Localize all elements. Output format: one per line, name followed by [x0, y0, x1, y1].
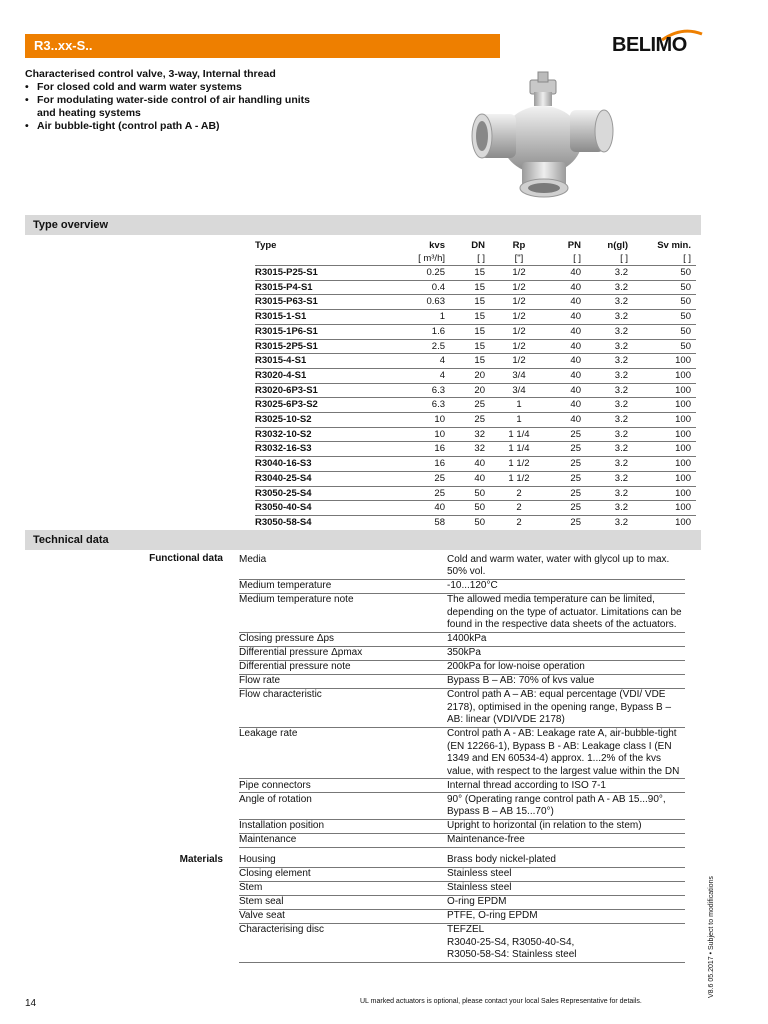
tech-category	[25, 675, 239, 689]
table-cell: 4	[375, 354, 445, 369]
table-cell: 0.25	[375, 266, 445, 281]
table-cell: 25	[445, 398, 485, 413]
table-row	[255, 354, 696, 369]
table-cell: R3032-10-S2	[255, 427, 375, 442]
tech-row	[25, 924, 701, 963]
table-cell: 2	[485, 486, 539, 501]
table-cell: 40	[445, 457, 485, 472]
table-cell: 1 1/4	[485, 442, 539, 457]
tech-value: Internal thread according to ISO 7-1	[447, 779, 606, 791]
table-cell: R3015-1P6-S1	[255, 324, 375, 339]
tech-row	[25, 793, 701, 820]
tech-row	[25, 633, 701, 647]
tech-category	[25, 647, 239, 661]
tech-label: Valve seat	[239, 910, 285, 921]
table-cell: 16	[375, 442, 445, 457]
table-cell: 2	[485, 515, 539, 530]
table-cell: R3032-16-S3	[255, 442, 375, 457]
tech-value: 200kPa for low-noise operation	[447, 661, 585, 672]
table-cell: 25	[539, 486, 581, 501]
table-row	[255, 471, 696, 486]
tech-row	[25, 820, 701, 834]
table-cell: R3015-P63-S1	[255, 295, 375, 310]
table-cell: 10	[375, 413, 445, 428]
table-cell: 15	[445, 266, 485, 281]
header-title-bar	[25, 34, 500, 58]
table-cell: 50	[445, 515, 485, 530]
tech-label: Media	[239, 553, 267, 565]
version-note: V8.6 05.2017 • Subject to modifications	[708, 876, 715, 998]
table-cell: 3.2	[581, 266, 628, 281]
table-cell: 40	[539, 383, 581, 398]
table-cell: 3.2	[581, 295, 628, 310]
tech-cell	[239, 834, 685, 848]
tech-cell	[239, 910, 685, 924]
table-cell: 1 1/4	[485, 427, 539, 442]
table-cell: 1/2	[485, 295, 539, 310]
table-cell: 25	[375, 486, 445, 501]
tech-value: Control path A - AB: Leakage rate A, air-bubble-tight (EN 12266-1), Bypass B - AB: Leakage class I (EN 1349 and EN 60534-4) approx. 1...2% of the kvs value, with respect to the largest value within the DN	[447, 728, 680, 777]
table-row	[255, 442, 696, 457]
tech-row	[25, 896, 701, 910]
table-cell: 50	[628, 295, 696, 310]
tech-cell	[239, 820, 685, 834]
feature-item: • Air bubble-tight (control path A - AB)	[25, 120, 325, 133]
table-cell: 25	[539, 501, 581, 516]
table-cell: 6.3	[375, 398, 445, 413]
table-cell: 3/4	[485, 368, 539, 383]
table-cell: 25	[539, 427, 581, 442]
table-row	[255, 266, 696, 281]
table-row	[255, 427, 696, 442]
table-cell: 40	[539, 324, 581, 339]
tech-row	[25, 910, 701, 924]
table-cell: 40	[375, 501, 445, 516]
tech-cell	[239, 594, 685, 633]
unit-cell: [ ]	[573, 253, 581, 264]
table-cell: 3.2	[581, 427, 628, 442]
table-cell: 50	[628, 280, 696, 295]
table-cell: 50	[628, 266, 696, 281]
tech-row	[25, 854, 701, 868]
tech-label: Differential pressure note	[239, 661, 351, 672]
table-cell: R3050-40-S4	[255, 501, 375, 516]
table-cell: 40	[539, 310, 581, 325]
table-cell: 3.2	[581, 383, 628, 398]
table-cell: 40	[539, 413, 581, 428]
table-cell: 1 1/2	[485, 457, 539, 472]
table-cell: 2.5	[375, 339, 445, 354]
column-header: n(gl)	[607, 240, 628, 251]
table-cell: 100	[628, 442, 696, 457]
tech-label: Pipe connectors	[239, 779, 311, 791]
tech-category	[25, 834, 239, 848]
table-cell: 50	[628, 339, 696, 354]
tech-value: Bypass B – AB: 70% of kvs value	[447, 675, 595, 686]
tech-category	[25, 633, 239, 647]
table-cell: 3/4	[485, 383, 539, 398]
table-cell: R3020-6P3-S1	[255, 383, 375, 398]
table-row	[255, 295, 696, 310]
table-cell: 16	[375, 457, 445, 472]
table-cell: 3.2	[581, 310, 628, 325]
footer-note: UL marked actuators is optional, please contact your local Sales Representative for details.	[360, 998, 642, 1005]
table-cell: 20	[445, 368, 485, 383]
table-cell: 3.2	[581, 486, 628, 501]
column-header: Type	[255, 240, 277, 251]
tech-cell	[239, 896, 685, 910]
table-cell: R3050-58-S4	[255, 515, 375, 530]
table-cell: 50	[445, 486, 485, 501]
tech-row	[25, 882, 701, 896]
table-cell: 40	[539, 354, 581, 369]
tech-cell	[239, 882, 685, 896]
technical-data-heading: Technical data	[25, 530, 701, 550]
tech-category	[25, 594, 239, 633]
table-cell: 100	[628, 471, 696, 486]
table-cell: 1/2	[485, 266, 539, 281]
table-cell: 50	[445, 501, 485, 516]
tech-label: Flow characteristic	[239, 689, 322, 700]
table-row	[255, 501, 696, 516]
tech-category	[25, 779, 239, 793]
table-row	[255, 368, 696, 383]
table-cell: 100	[628, 413, 696, 428]
tech-category	[25, 924, 239, 963]
table-cell: 3.2	[581, 354, 628, 369]
tech-row	[25, 728, 701, 780]
tech-label: Angle of rotation	[239, 793, 312, 805]
tech-cell	[239, 689, 685, 728]
unit-cell: [ ]	[477, 253, 485, 264]
table-cell: R3040-16-S3	[255, 457, 375, 472]
tech-value: Brass body nickel-plated	[447, 854, 556, 865]
table-cell: 100	[628, 457, 696, 472]
table-cell: 50	[628, 310, 696, 325]
tech-row	[25, 661, 701, 675]
table-cell: 40	[539, 339, 581, 354]
tech-category	[25, 868, 239, 882]
valve-product-image	[460, 70, 620, 200]
tech-cell	[239, 854, 685, 868]
table-cell: 15	[445, 324, 485, 339]
column-header: Rp	[512, 240, 526, 251]
tech-row	[25, 779, 701, 793]
table-cell: 40	[539, 398, 581, 413]
table-cell: 100	[628, 398, 696, 413]
tech-label: Medium temperature note	[239, 594, 354, 605]
tech-category: Materials	[179, 853, 223, 865]
tech-value: 350kPa	[447, 647, 481, 658]
tech-cell	[239, 728, 685, 780]
table-row	[255, 339, 696, 354]
tech-category	[25, 910, 239, 924]
tech-category: Functional data	[149, 553, 223, 564]
table-cell: R3015-2P5-S1	[255, 339, 375, 354]
table-cell: 100	[628, 486, 696, 501]
tech-label: Characterising disc	[239, 924, 325, 935]
tech-cell	[239, 868, 685, 882]
tech-cell	[239, 647, 685, 661]
tech-cell	[239, 633, 685, 647]
column-header: PN	[567, 240, 581, 251]
tech-row	[25, 868, 701, 882]
table-cell: 3.2	[581, 280, 628, 295]
tech-value: 1400kPa	[447, 633, 487, 644]
feature-item: • For closed cold and warm water systems	[25, 81, 325, 94]
table-row	[255, 310, 696, 325]
tech-value: The allowed media temperature can be limited, depending on the type of actuator. Limitations can be found in the respective data sheets of the actuators.	[447, 594, 682, 630]
table-cell: 1	[485, 413, 539, 428]
table-row	[255, 383, 696, 398]
table-cell: 100	[628, 515, 696, 530]
tech-category	[25, 689, 239, 728]
unit-cell: [ ]	[683, 253, 691, 264]
table-cell: R3015-P25-S1	[255, 266, 375, 281]
tech-cell	[239, 779, 685, 793]
table-cell: 3.2	[581, 339, 628, 354]
tech-label: Stem	[239, 882, 263, 893]
table-cell: 58	[375, 515, 445, 530]
table-cell: 0.63	[375, 295, 445, 310]
tech-value: TEFZEL R3040-25-S4, R3050-40-S4, R3050-58-S4: Stainless steel	[447, 924, 577, 960]
table-cell: 3.2	[581, 471, 628, 486]
table-cell: 3.2	[581, 368, 628, 383]
tech-row	[25, 834, 701, 848]
table-cell: 0.4	[375, 280, 445, 295]
feature-list	[25, 81, 325, 133]
table-row	[255, 486, 696, 501]
tech-value: -10...120°C	[447, 580, 498, 591]
tech-row	[25, 594, 701, 633]
table-cell: 20	[445, 383, 485, 398]
table-cell: R3025-10-S2	[255, 413, 375, 428]
table-cell: 25	[445, 413, 485, 428]
table-cell: 1.6	[375, 324, 445, 339]
tech-cell	[239, 580, 685, 594]
tech-label: Housing	[239, 854, 276, 865]
tech-value: O-ring EPDM	[447, 896, 507, 907]
table-cell: R3015-P4-S1	[255, 280, 375, 295]
tech-cell	[239, 661, 685, 675]
table-cell: R3020-4-S1	[255, 368, 375, 383]
product-heading: Characterised control valve, 3-way, Internal thread	[25, 68, 276, 80]
tech-label: Installation position	[239, 820, 325, 831]
tech-row	[25, 580, 701, 594]
tech-row	[25, 675, 701, 689]
tech-label: Closing element	[239, 868, 311, 879]
tech-category	[25, 882, 239, 896]
table-cell: 32	[445, 442, 485, 457]
tech-label: Flow rate	[239, 675, 281, 686]
tech-cell	[239, 924, 685, 963]
belimo-logo	[612, 28, 702, 62]
tech-value: Cold and warm water, water with glycol up to max. 50% vol.	[447, 553, 670, 577]
table-cell: 100	[628, 368, 696, 383]
table-cell: R3040-25-S4	[255, 471, 375, 486]
table-cell: 4	[375, 368, 445, 383]
table-cell: 100	[628, 427, 696, 442]
table-cell: 15	[445, 310, 485, 325]
tech-category	[25, 661, 239, 675]
table-cell: 3.2	[581, 515, 628, 530]
tech-category	[25, 820, 239, 834]
tech-value: Maintenance-free	[447, 834, 525, 845]
table-row	[255, 413, 696, 428]
product-intro	[25, 68, 325, 133]
table-cell: 1/2	[485, 310, 539, 325]
table-cell: 1/2	[485, 280, 539, 295]
table-cell: 3.2	[581, 442, 628, 457]
table-cell: 40	[539, 280, 581, 295]
unit-cell: ["]	[514, 253, 524, 264]
table-cell: 3.2	[581, 457, 628, 472]
table-cell: 25	[539, 442, 581, 457]
table-cell: 40	[539, 295, 581, 310]
table-cell: R3015-4-S1	[255, 354, 375, 369]
tech-value: Stainless steel	[447, 882, 512, 893]
tech-value: PTFE, O-ring EPDM	[447, 910, 538, 921]
table-cell: 1 1/2	[485, 471, 539, 486]
table-cell: 2	[485, 501, 539, 516]
feature-item: • For modulating water-side control of air handling units and heating systems	[25, 94, 325, 120]
page-number: 14	[25, 998, 37, 1009]
table-cell: 40	[445, 471, 485, 486]
table-cell: 25	[375, 471, 445, 486]
tech-label: Stem seal	[239, 896, 284, 907]
table-cell: 1/2	[485, 354, 539, 369]
tech-label: Maintenance	[239, 834, 297, 845]
table-cell: 32	[445, 427, 485, 442]
tech-label: Medium temperature	[239, 580, 332, 591]
table-row	[255, 280, 696, 295]
table-row	[255, 324, 696, 339]
table-cell: 25	[539, 515, 581, 530]
table-cell: 1/2	[485, 324, 539, 339]
tech-value: Stainless steel	[447, 868, 512, 879]
tech-value: Upright to horizontal (in relation to the stem)	[447, 820, 642, 831]
page-title: R3..xx-S..	[34, 38, 93, 53]
tech-category	[25, 580, 239, 594]
tech-row	[25, 647, 701, 661]
units-row	[255, 252, 696, 266]
tech-label: Differential pressure Δpmax	[239, 647, 363, 658]
tech-category	[25, 793, 239, 820]
table-cell: 3.2	[581, 413, 628, 428]
table-cell: 3.2	[581, 501, 628, 516]
table-cell: 1/2	[485, 339, 539, 354]
column-header: DN	[471, 240, 485, 251]
unit-cell	[255, 252, 375, 266]
table-cell: 1	[375, 310, 445, 325]
table-cell: 1	[485, 398, 539, 413]
tech-cell	[239, 553, 685, 580]
tech-value: 90° (Operating range control path A - AB 15...90°, Bypass B – AB 15...70°)	[447, 793, 666, 817]
tech-label: Leakage rate	[239, 728, 298, 739]
type-overview-table	[255, 239, 696, 531]
table-cell: 6.3	[375, 383, 445, 398]
unit-cell: [ ]	[620, 253, 628, 264]
tech-cell	[239, 675, 685, 689]
table-row	[255, 398, 696, 413]
table-cell: 3.2	[581, 324, 628, 339]
table-cell: 25	[539, 471, 581, 486]
tech-value: Control path A – AB: equal percentage (VDI/ VDE 2178), optimised in the opening range, Bypass B – AB: linear (VDI/VDE 2178)	[447, 689, 672, 725]
tech-category	[25, 728, 239, 780]
table-cell: 15	[445, 280, 485, 295]
tech-label: Closing pressure Δps	[239, 633, 335, 644]
type-overview-heading: Type overview	[25, 215, 701, 235]
table-cell: 25	[539, 457, 581, 472]
table-row	[255, 515, 696, 530]
tech-row	[25, 553, 701, 580]
table-row	[255, 457, 696, 472]
table-cell: 100	[628, 501, 696, 516]
table-cell: 3.2	[581, 398, 628, 413]
table-cell: 100	[628, 354, 696, 369]
table-cell: 40	[539, 266, 581, 281]
table-cell: 15	[445, 339, 485, 354]
technical-data-table	[25, 553, 701, 963]
unit-cell: [ m³/h]	[418, 253, 445, 264]
table-cell: 50	[628, 324, 696, 339]
table-header-row	[255, 239, 696, 252]
table-cell: R3015-1-S1	[255, 310, 375, 325]
table-cell: 100	[628, 383, 696, 398]
tech-cell	[239, 793, 685, 820]
table-cell: R3050-25-S4	[255, 486, 375, 501]
table-cell: 15	[445, 354, 485, 369]
table-cell: R3025-6P3-S2	[255, 398, 375, 413]
column-header: Sv min.	[657, 240, 691, 251]
tech-category	[25, 896, 239, 910]
table-cell: 40	[539, 368, 581, 383]
brand-name: BELIMO	[612, 34, 687, 56]
tech-row	[25, 689, 701, 728]
table-cell: 15	[445, 295, 485, 310]
column-header: kvs	[429, 240, 445, 251]
table-cell: 10	[375, 427, 445, 442]
